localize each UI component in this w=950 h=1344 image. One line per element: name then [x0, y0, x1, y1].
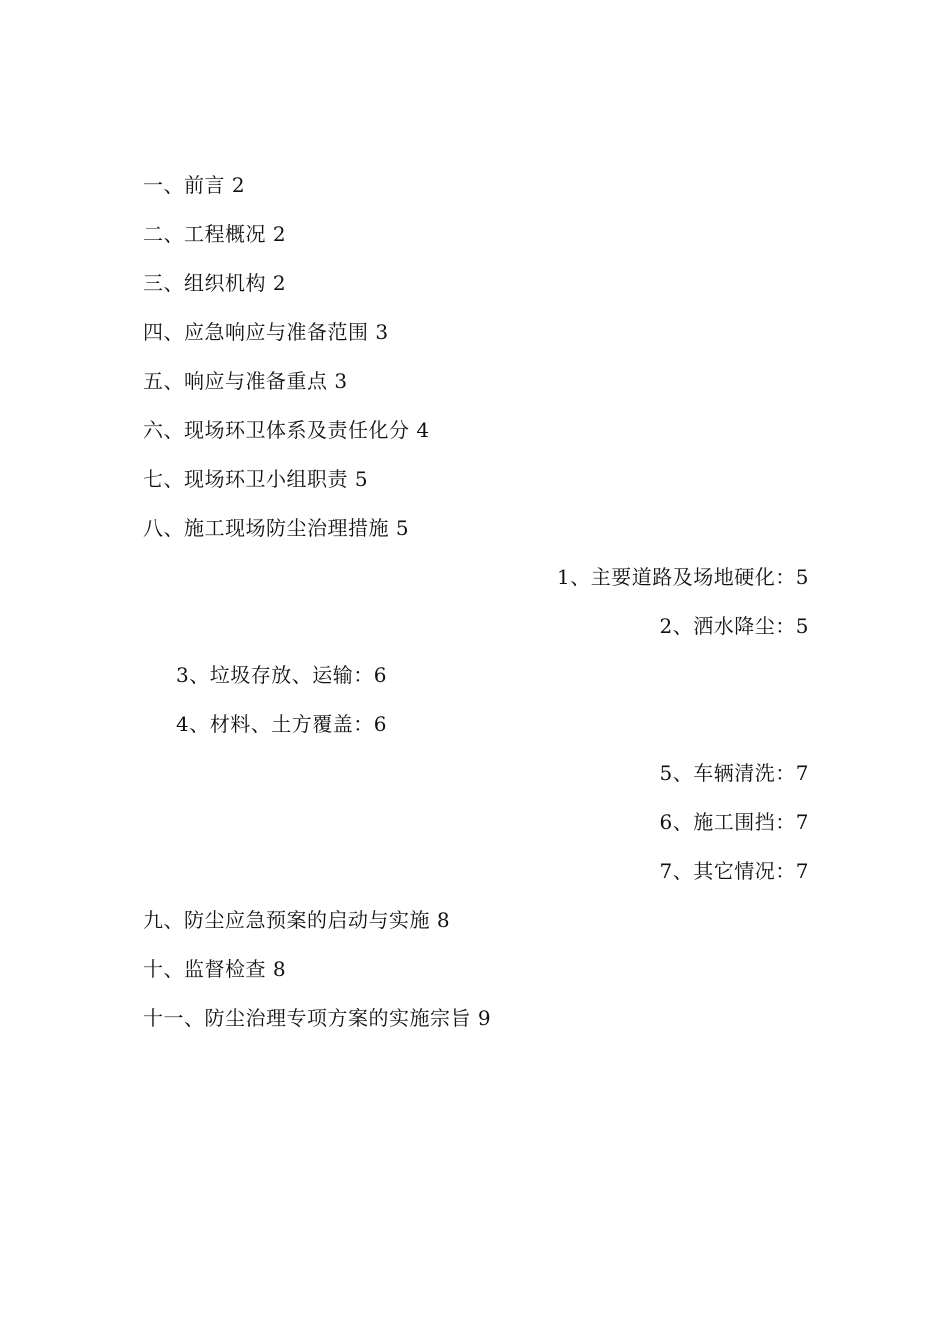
toc-entry-response-focus: 五、响应与准备重点 3	[143, 369, 348, 393]
toc-subentry-road-hardening: 1、主要道路及场地硬化：5	[557, 565, 809, 589]
toc-entry-emergency-scope: 四、应急响应与准备范围 3	[143, 320, 389, 344]
toc-entry-dust-control-measures: 八、施工现场防尘治理措施 5	[143, 516, 410, 540]
toc-subentry-waste-storage: 3、垃圾存放、运输：6	[176, 663, 387, 687]
toc-entry-sanitation-system: 六、现场环卫体系及责任化分 4	[143, 418, 430, 442]
toc-entry-organization: 三、组织机构 2	[143, 271, 287, 295]
toc-entry-supervision: 十、监督检查 8	[143, 957, 287, 981]
toc-subentry-site-fencing: 6、施工围挡：7	[659, 810, 809, 834]
toc-entry-purpose: 十一、防尘治理专项方案的实施宗旨 9	[143, 1006, 492, 1030]
toc-subentry-other: 7、其它情况：7	[659, 859, 809, 883]
toc-subentry-material-covering: 4、材料、土方覆盖：6	[176, 712, 387, 736]
toc-entry-sanitation-duties: 七、现场环卫小组职责 5	[143, 467, 369, 491]
toc-entry-emergency-plan: 九、防尘应急预案的启动与实施 8	[143, 908, 451, 932]
toc-entry-project-overview: 二、工程概况 2	[143, 222, 287, 246]
toc-subentry-water-spraying: 2、洒水降尘：5	[659, 614, 809, 638]
toc-subentry-vehicle-washing: 5、车辆清洗：7	[659, 761, 809, 785]
toc-entry-preface: 一、前言 2	[143, 173, 246, 197]
